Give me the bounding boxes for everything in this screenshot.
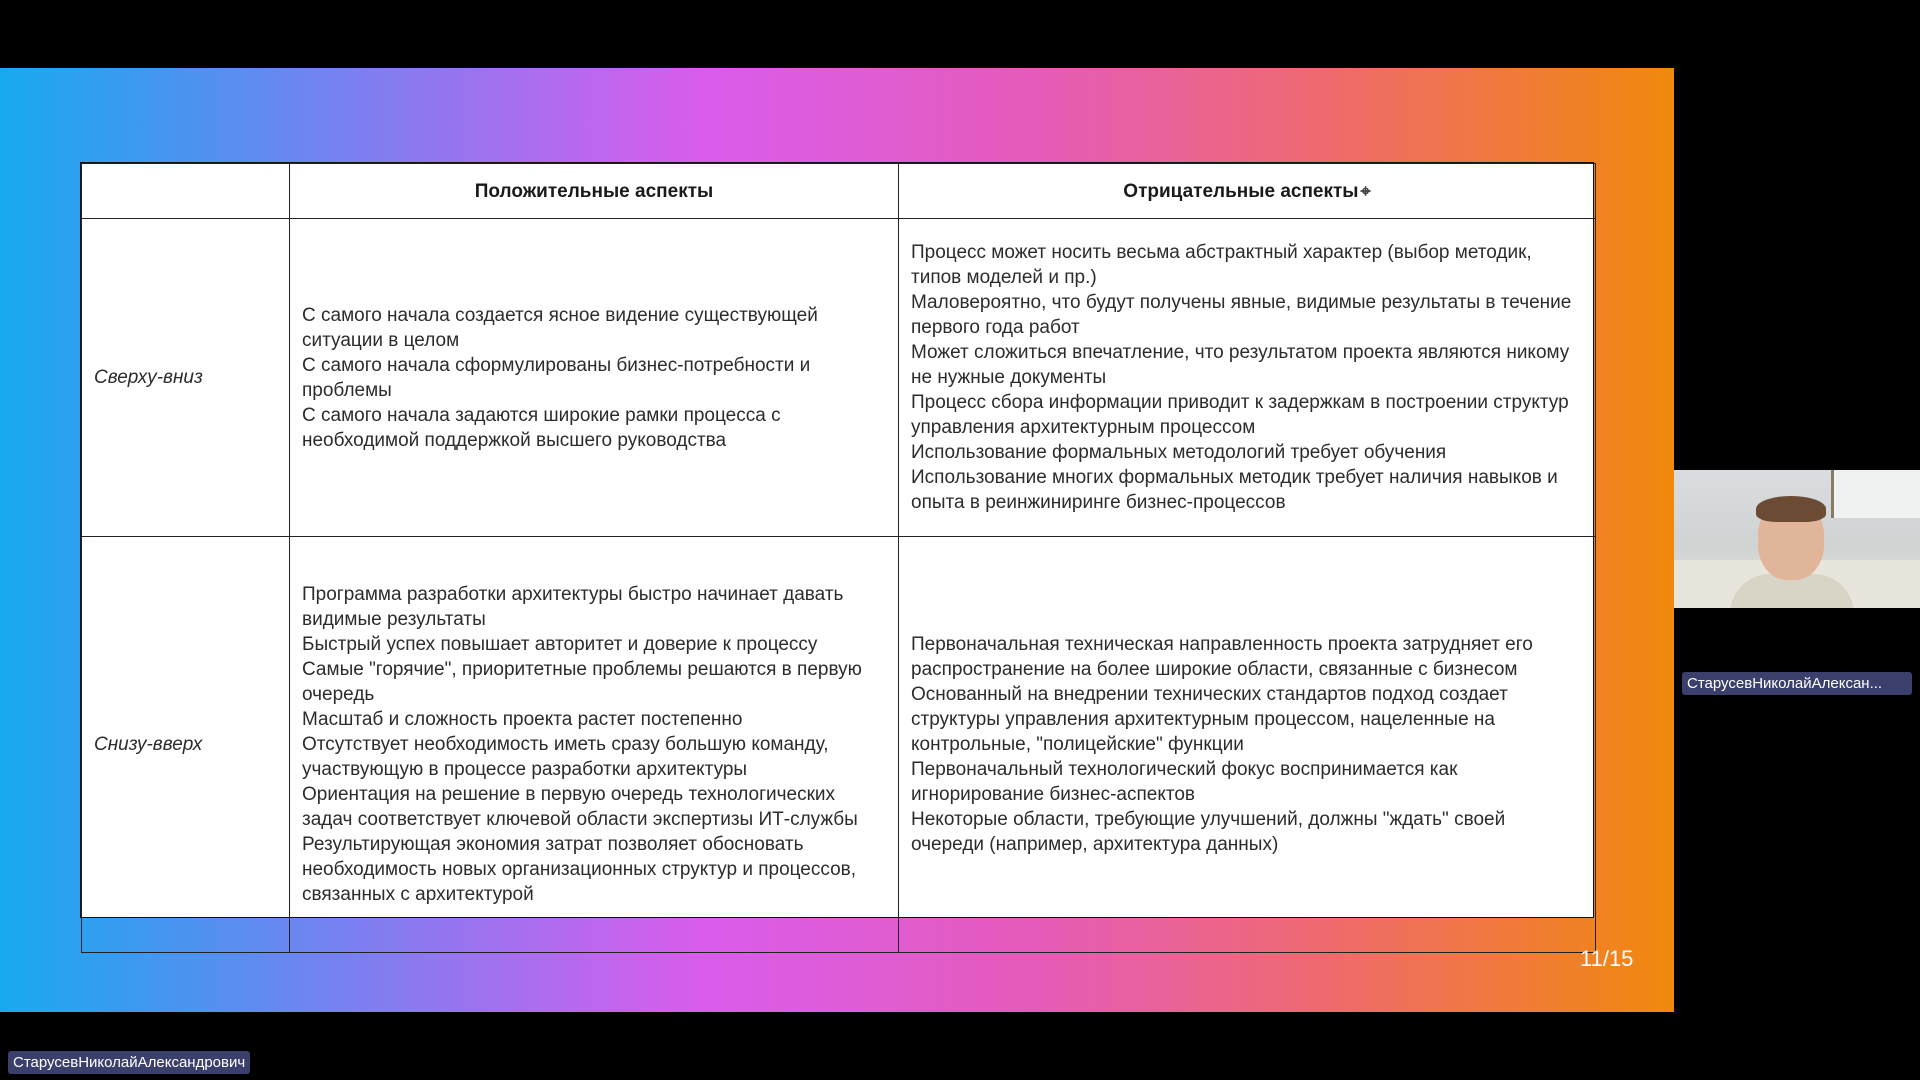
negative-cell (899, 219, 1596, 537)
table-row (82, 537, 1596, 953)
comparison-table (80, 162, 1594, 918)
list-item: Использование формальных методологий требует обучения (911, 442, 1447, 463)
list-item: Некоторые области, требующие улучшений, должны "ждать" своей очереди (например, архитектура данных) (911, 809, 1506, 855)
header-negative (899, 164, 1596, 219)
list-item: Первоначальный технологический фокус воспринимается как игнорирование бизнес-аспектов (911, 759, 1458, 805)
participant-hair (1756, 496, 1826, 522)
list-item: Может сложиться впечатление, что результатом проекта являются никому не нужные документы (911, 342, 1570, 388)
table-row (82, 219, 1596, 537)
list-item: С самого начала сформулированы бизнес-потребности и проблемы (302, 354, 811, 401)
positive-cell (290, 537, 899, 953)
slide-page-number: 11/15 (1580, 946, 1634, 971)
header-empty (82, 164, 290, 219)
participant-name-tag: СтарусевНиколайАлексан... (1682, 672, 1912, 695)
list-item: Маловероятно, что будут получены явные, видимые результаты в течение первого года работ (911, 292, 1572, 338)
list-item: Программа разработки архитектуры быстро начинает давать видимые результаты (302, 584, 844, 630)
presenter-name-tag: СтарусевНиколайАлександрович (8, 1051, 250, 1074)
list-item: С самого начала создается ясное видение существующей ситуации в целом (302, 304, 818, 351)
positive-cell (290, 219, 899, 537)
list-item: Первоначальная техническая направленность проекта затрудняет его распространение на более широкие области, связанные с бизнесом (911, 634, 1533, 680)
list-item: Результирующая экономия затрат позволяет обосновать необходимость новых организационных структур и процессов, связанных с архитектурой (302, 834, 857, 905)
row-label: Снизу-вверх (82, 537, 290, 953)
negative-cell (899, 537, 1596, 953)
table-header-row (82, 164, 1596, 219)
list-item: Использование многих формальных методик требует наличия навыков и опыта в реинжиниринге бизнес-процессов (911, 467, 1558, 513)
list-item: Ориентация на решение в первую очередь технологических задач соответствует ключевой области экспертизы ИТ-службы (302, 784, 858, 830)
list-item: Процесс может носить весьма абстрактный характер (выбор методик, типов моделей и пр.) (911, 242, 1532, 288)
list-item: С самого начала задаются широкие рамки процесса с необходимой поддержкой высшего руководства (302, 404, 781, 451)
row-label: Сверху-вниз (82, 219, 290, 537)
list-item: Самые "горячие", приоритетные проблемы решаются в первую очередь (302, 659, 862, 705)
header-negative-label: Отрицательные аспекты (1123, 180, 1359, 202)
header-positive: Положительные аспекты (290, 164, 899, 219)
background-window (1831, 470, 1920, 518)
list-item: Отсутствует необходимость иметь сразу большую команду, участвующую в процессе разработки архитектуры (302, 734, 829, 780)
participant-video[interactable] (1674, 470, 1920, 608)
list-item: Быстрый успех повышает авторитет и доверие к процессу (302, 634, 818, 655)
list-item: Масштаб и сложность проекта растет постепенно (302, 709, 743, 730)
list-item: Основанный на внедрении технических стандартов подход создает структуры управления архитектурным процессом, нацеленные на контрольные, "полицейские" функции (911, 684, 1508, 755)
presentation-slide (0, 68, 1674, 1012)
list-item: Процесс сбора информации приводит к задержкам в построении структур управления архитектурным процессом (911, 392, 1569, 438)
mouse-cursor-icon: ⌖ (1360, 180, 1371, 201)
